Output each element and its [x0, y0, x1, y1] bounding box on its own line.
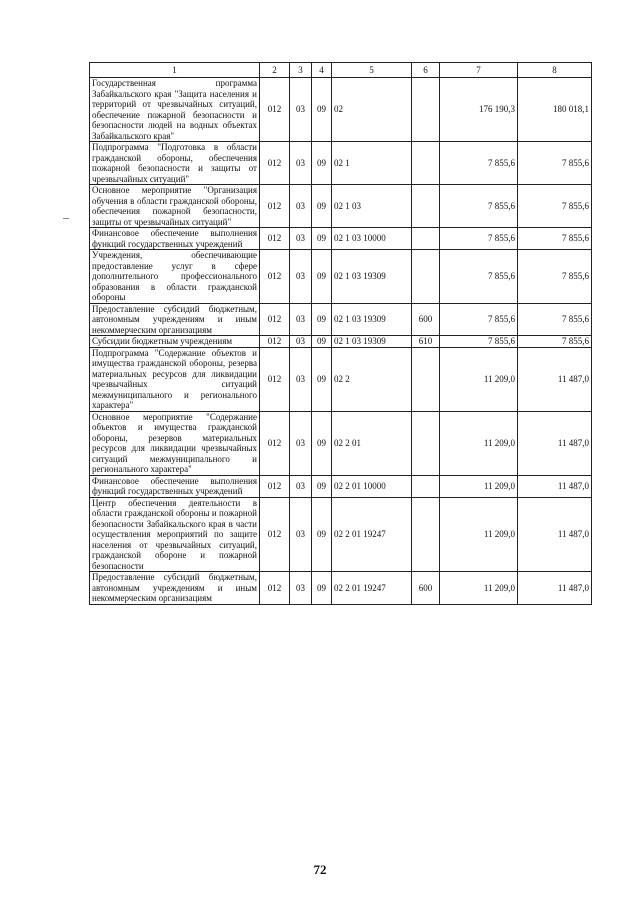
page-number: 72 [313, 862, 327, 877]
target-article-code: 02 [332, 78, 412, 142]
section-code: 03 [290, 347, 312, 411]
subsection-code: 09 [312, 78, 332, 142]
table-row [90, 250, 592, 304]
subsection-code: 09 [312, 336, 332, 348]
amount-col7: 11 209,0 [440, 411, 518, 475]
target-article-code: 02 1 03 10000 [332, 228, 412, 250]
row-description: Государственная программа Забайкальского края "Защита населения и территорий от чрезвычайных ситуаций, обеспечение пожарной безопасности и безопасности людей на водных объектах Забайкальского края" [90, 78, 260, 142]
target-article-code: 02 2 01 19247 [332, 572, 412, 605]
subsection-code: 09 [312, 142, 332, 185]
amount-col7: 11 209,0 [440, 347, 518, 411]
subsection-code: 09 [312, 303, 332, 336]
amount-col7: 7 855,6 [440, 142, 518, 185]
subsection-code: 09 [312, 475, 332, 497]
table-row [90, 78, 592, 142]
amount-col7: 7 855,6 [440, 228, 518, 250]
section-code: 03 [290, 142, 312, 185]
section-code: 03 [290, 336, 312, 348]
table-row [90, 411, 592, 475]
target-article-code: 02 2 01 19247 [332, 497, 412, 572]
amount-col7: 11 209,0 [440, 475, 518, 497]
table-row [90, 475, 592, 497]
column-header: 4 [312, 63, 332, 78]
column-header: 5 [332, 63, 412, 78]
amount-col8: 11 487,0 [518, 475, 592, 497]
table-row [90, 303, 592, 336]
ministry-code: 012 [260, 228, 290, 250]
row-description: Подпрограмма "Подготовка в области гражданской обороны, обеспечения пожарной безопасности и защиты от чрезвычайных ситуаций" [90, 142, 260, 185]
target-article-code: 02 1 03 19309 [332, 336, 412, 348]
ministry-code: 012 [260, 411, 290, 475]
subsection-code: 09 [312, 347, 332, 411]
section-code: 03 [290, 303, 312, 336]
subsection-code: 09 [312, 228, 332, 250]
column-header: 1 [90, 63, 260, 78]
ministry-code: 012 [260, 142, 290, 185]
ministry-code: 012 [260, 303, 290, 336]
subsection-code: 09 [312, 411, 332, 475]
target-article-code: 02 2 01 10000 [332, 475, 412, 497]
table-row [90, 228, 592, 250]
ministry-code: 012 [260, 572, 290, 605]
ministry-code: 012 [260, 347, 290, 411]
section-code: 03 [290, 497, 312, 572]
amount-col8: 7 855,6 [518, 303, 592, 336]
target-article-code: 02 2 01 [332, 411, 412, 475]
table-row [90, 572, 592, 605]
section-code: 03 [290, 250, 312, 304]
target-article-code: 02 1 03 [332, 185, 412, 228]
section-code: 03 [290, 228, 312, 250]
column-header: 6 [412, 63, 440, 78]
budget-table [89, 62, 592, 605]
expense-type-code [412, 475, 440, 497]
ministry-code: 012 [260, 475, 290, 497]
amount-col7: 7 855,6 [440, 336, 518, 348]
ministry-code: 012 [260, 185, 290, 228]
row-description: Основное мероприятие "Содержание объектов и имущества гражданской обороны, резервов материальных ресурсов для ликвидации чрезвычайных ситуаций межмуниципального и регионального характера" [90, 411, 260, 475]
target-article-code: 02 2 [332, 347, 412, 411]
ministry-code: 012 [260, 250, 290, 304]
amount-col8: 11 487,0 [518, 497, 592, 572]
amount-col8: 7 855,6 [518, 185, 592, 228]
row-description: Финансовое обеспечение выполнения функций государственных учреждений [90, 228, 260, 250]
amount-col7: 7 855,6 [440, 250, 518, 304]
amount-col7: 7 855,6 [440, 185, 518, 228]
expense-type-code [412, 347, 440, 411]
amount-col8: 7 855,6 [518, 250, 592, 304]
amount-col8: 7 855,6 [518, 336, 592, 348]
amount-col7: 176 190,3 [440, 78, 518, 142]
table-row [90, 497, 592, 572]
ministry-code: 012 [260, 336, 290, 348]
subsection-code: 09 [312, 497, 332, 572]
row-description: Субсидии бюджетным учреждениям [90, 336, 260, 348]
amount-col7: 11 209,0 [440, 497, 518, 572]
expense-type-code [412, 497, 440, 572]
expense-type-code: 600 [412, 303, 440, 336]
expense-type-code [412, 142, 440, 185]
section-code: 03 [290, 78, 312, 142]
expense-type-code [412, 185, 440, 228]
target-article-code: 02 1 03 19309 [332, 250, 412, 304]
table-header-row [90, 63, 592, 78]
expense-type-code: 610 [412, 336, 440, 348]
table-row [90, 185, 592, 228]
expense-type-code [412, 228, 440, 250]
amount-col8: 7 855,6 [518, 228, 592, 250]
amount-col8: 11 487,0 [518, 411, 592, 475]
ministry-code: 012 [260, 78, 290, 142]
subsection-code: 09 [312, 572, 332, 605]
expense-type-code [412, 78, 440, 142]
expense-type-code [412, 250, 440, 304]
row-description: Подпрограмма "Содержание объектов и имущества гражданской обороны, резерва материальных ресурсов для ликвидации чрезвычайных ситуаций межмуниципального и регионального характера" [90, 347, 260, 411]
column-header: 3 [290, 63, 312, 78]
table-row [90, 336, 592, 348]
table-row [90, 142, 592, 185]
margin-tick-mark [63, 218, 69, 219]
expense-type-code: 600 [412, 572, 440, 605]
amount-col8: 11 487,0 [518, 572, 592, 605]
section-code: 03 [290, 572, 312, 605]
amount-col8: 180 018,1 [518, 78, 592, 142]
target-article-code: 02 1 [332, 142, 412, 185]
amount-col7: 7 855,6 [440, 303, 518, 336]
row-description: Основное мероприятие "Организация обучения в области гражданской обороны, обеспечения пожарной безопасности, защиты от чрезвычайных ситуаций" [90, 185, 260, 228]
amount-col8: 7 855,6 [518, 142, 592, 185]
expense-type-code [412, 411, 440, 475]
row-description: Учреждения, обеспечивающие предоставление услуг в сфере дополнительного профессионального образования в области гражданской обороны [90, 250, 260, 304]
target-article-code: 02 1 03 19309 [332, 303, 412, 336]
amount-col7: 11 209,0 [440, 572, 518, 605]
section-code: 03 [290, 185, 312, 228]
row-description: Предоставление субсидий бюджетным, автономным учреждениям и иным некоммерческим организациям [90, 303, 260, 336]
row-description: Центр обеспечения деятельности в области гражданской обороны и пожарной безопасности Забайкальского края в части осуществления мероприятий по защите населения от чрезвычайных ситуаций, гражданской обороне и пожарной безопасности [90, 497, 260, 572]
column-header: 7 [440, 63, 518, 78]
row-description: Предоставление субсидий бюджетным, автономным учреждениям и иным некоммерческим организациям [90, 572, 260, 605]
table-row [90, 347, 592, 411]
amount-col8: 11 487,0 [518, 347, 592, 411]
subsection-code: 09 [312, 185, 332, 228]
ministry-code: 012 [260, 497, 290, 572]
column-header: 8 [518, 63, 592, 78]
section-code: 03 [290, 475, 312, 497]
column-header: 2 [260, 63, 290, 78]
section-code: 03 [290, 411, 312, 475]
subsection-code: 09 [312, 250, 332, 304]
row-description: Финансовое обеспечение выполнения функций государственных учреждений [90, 475, 260, 497]
